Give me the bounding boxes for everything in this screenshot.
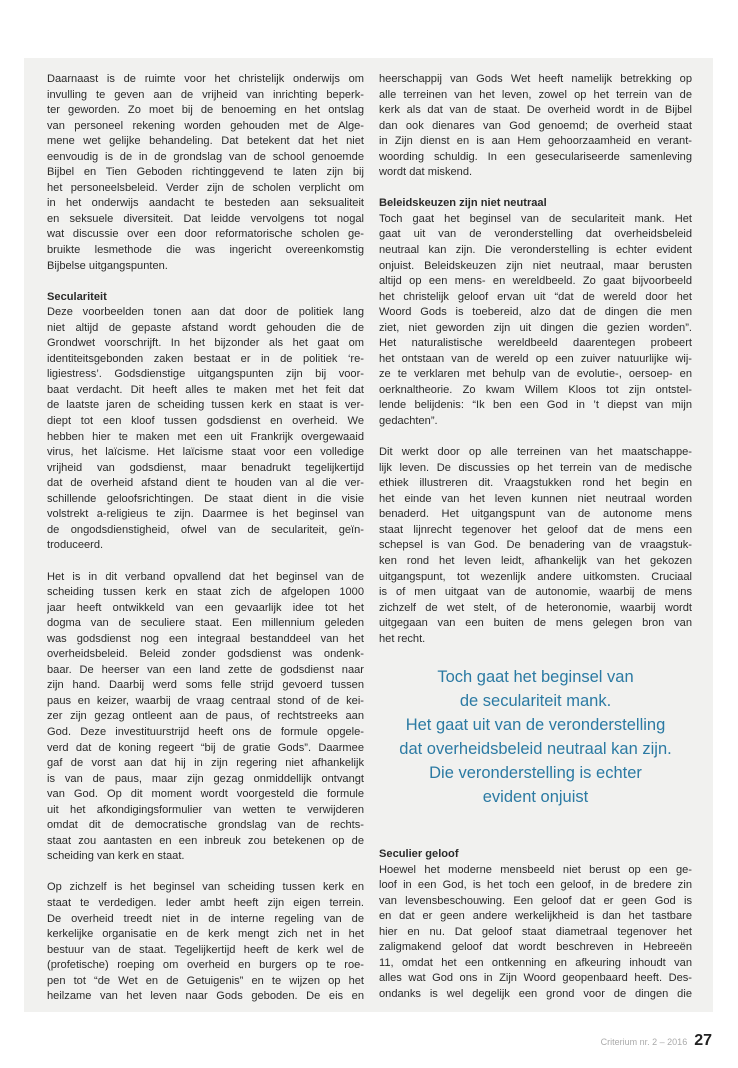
text-line: ethiek illustreren dit. Vraagstukken rond het begin en [379,477,692,490]
text-line: hebben hier te maken met een uit Frankrijk overgewaaid [47,430,364,443]
text-line: scheiding van kerk en staat. [47,850,185,863]
text-line: Grondwet voorschrijft. In het bijzonder als het gaat om [47,337,364,350]
text-line: zichzelf de wet stelt, of de heteronomie, waarbij wordt [379,601,692,614]
pull-quote-line: Die veronderstelling is echter [429,764,642,782]
text-line: kerkelijke organisatie en de kerk mengt zich net in het [47,928,364,941]
text-line: van levensbeschouwing. Een geloof dat er geen God is [379,894,692,907]
text-line: wat discussie over een door reformatorische scholen ge- [47,228,364,241]
paragraph-spacer [379,181,692,197]
page-number: 27 [694,1032,712,1049]
text-line: bestuur van de staat. Tegelijkertijd heeft de kerk wel de [47,943,364,956]
text-line: zijn hand. Daarbij werd soms felle strijd gevoerd tussen [47,679,364,692]
text-line: het recht. [379,632,426,645]
right-column [379,72,692,647]
paragraph-spacer [379,430,692,446]
text-line: kerk als dat van de staat. De overheid wordt in de Bijbel [379,104,692,117]
text-line: omdat dit de democratische grondslag van de rechts- [47,819,364,832]
text-line: volstrekt a-religieus te zijn. Daarmee is het beginsel van [47,508,364,521]
page-footer [601,1032,712,1050]
paragraph [47,880,364,1004]
text-line: Bijbel en Tien Geboden richtinggevend te laten zijn bij [47,166,364,179]
text-line: (profetische) roeping om overheid en burgers op te roe- [47,959,364,972]
text-line: troduceerd. [47,539,104,552]
text-line: Dit werkt door op alle terreinen van het maatschappe- [379,446,692,459]
paragraph [379,72,692,181]
paragraph [47,570,364,865]
paragraph [47,305,364,554]
text-line: diept tot een kloof tussen godsdienst en overheid. We [47,415,364,428]
text-line: in het onderwijs aandacht te besteden aan seksualiteit [47,197,364,210]
text-line: virus, het laïcisme. Het laïcisme staat voor een volledige [47,446,364,459]
text-line: alles wat God ons in Zijn Woord geopenbaard heeft. Des- [379,972,692,985]
text-line: baat verdacht. Dit heeft alles te maken met het feit dat [47,383,364,396]
section-heading: Seculier geloof [379,848,459,860]
text-line: onjuist. Beleidskeuzen zijn niet neutraal, maar berusten [379,259,692,272]
text-line: de laatste jaren de scheiding tussen kerk en staat is ver- [47,399,364,412]
text-line: het personeelsbeleid. Verder zijn de scholen verplicht om [47,181,364,194]
text-line: Daarnaast is de ruimte voor het christelijk onderwijs om [47,73,364,85]
text-line: uit het afkondigingsformulier van wetten te verwijderen [47,803,364,816]
text-line: de ongodsdienstigheid, ofwel van de seculariteit, geïn- [47,523,364,536]
text-line: Deze voorbeelden tonen aan dat door de politiek lang [47,306,364,319]
text-line: ken rond het leven leidt, afhankelijk van het gekozen [379,554,692,567]
text-line: loof in een God, is het toch een geloof, in de bredere zin [379,879,692,892]
text-line: oerknaltheorie. Zo kwam Willem Kloos tot zijn ontstel- [379,383,692,396]
pull-quote [379,665,692,809]
text-line: ondanks is wel degelijk een grond voor de dingen die [379,987,692,1000]
pull-quote-line: dat overheidsbeleid neutraal kan zijn. [399,740,672,758]
text-line: van personeel rekening worden gehouden met de Alge- [47,119,364,132]
paragraph-spacer [47,274,364,290]
text-line: staat zou aantasten en een inbreuk zou betekenen op de [47,834,364,847]
text-line: en dat er geen andere werkelijkheid is dan het tastbare [379,910,692,923]
text-line: jaar heeft ontwikkeld van een gevaarlijk idee tot het [47,601,364,614]
paragraph [379,863,692,1003]
paragraph-spacer [47,865,364,881]
text-line: alle terreinen van het leven, zowel op het terrein van de [379,88,692,101]
pull-quote-line: Het gaat uit van de veronderstelling [405,716,666,734]
text-line: Bijbelse uitgangspunten. [47,259,168,272]
text-line: mene wet gelijke behandeling. Dat betekent dat het niet [47,135,364,148]
text-line: staat te verdedigen. Ieder ambt heeft zijn eigen terrein. [47,896,364,909]
text-line: is van de paus, maar zijn gezag onmiddellijk ontvangt [47,772,364,785]
text-line: woording schuldig. In een geseculariseerde samenleving [379,150,692,163]
text-line: gaf de vorst aan dat hij in zijn regering niet afhankelijk [47,757,364,770]
text-line: lende belijdenis: “Ik ben een God in ’t diepst van mijn [379,399,692,412]
text-line: paus en keizer, waarbij de vraag centraal stond of de kei- [47,694,364,707]
text-line: verd dat de koning regeert “bij de gratie Gods”. Daarmee [47,741,364,754]
text-line: dogma van de seculiere staat. Een millennium geleden [47,617,364,630]
text-line: dan ook dienares van God genoemd; de overheid staat [379,119,692,132]
pull-quote-line: evident onjuist [482,788,589,806]
text-line: altijd op een mens- en wereldbeeld. Zo gaat bijvoorbeeld [379,275,692,288]
paragraph [379,445,692,647]
text-line: pen tot “de Wet en de Getuigenis” en te wijzen op het [47,974,364,987]
text-line: gaat uit van de veronderstelling dat overheidsbeleid [379,228,692,241]
text-line: vrijheid van godsdienst, maar benadrukt tegelijkertijd [47,461,364,474]
text-line: ter geworden. Zo moet bij de benoeming en het ontslag [47,104,364,117]
text-line: Toch gaat het beginsel van de seculariteit mank. Het [379,212,692,225]
issue-label: Criterium nr. 2 – 2016 [600,1037,688,1047]
text-line: zaligmakend geloof dat wordt beschreven in Hebreeën [379,941,692,954]
section-heading: Beleidskeuzen zijn niet neutraal [379,197,547,210]
text-line: eenvoudig is de in de grondslag van de school genoemde [47,150,364,163]
section-heading: Seculariteit [47,290,107,303]
right-column-bottom [379,847,692,1002]
text-line: ligiestress’. Godsdienstige uitgangspunten zijn bij voor- [47,368,364,381]
text-line: niet altijd de gepaste afstand wordt gehouden die de [47,321,364,334]
text-line: scheiding tussen kerk en staat zich de afgelopen 1000 [47,586,364,599]
text-line: Op zichzelf is het beginsel van scheiding tussen kerk en [47,881,364,894]
text-line: Woord Gods is toebereid, alzo dat de dingen die men [379,306,692,319]
text-line: ze te verklaren met behulp van de evolutie-, oersoep- en [379,368,692,381]
text-line: gedachten”. [379,415,438,428]
left-column [47,72,364,1005]
text-line: en seksuele diversiteit. Dat leidde vervolgens tot nogal [47,212,364,225]
text-line: van God. Op dit moment wordt voorgesteld die formule [47,788,364,801]
text-line: overheidsbeleid. Beleid zonder godsdienst was ondenk- [47,648,364,661]
text-line: neutraal kan zijn. Die veronderstelling is echter evident [379,244,692,257]
text-line: Het naturalistische wereldbeeld daarentegen probeert [379,337,692,350]
pull-quote-line: Toch gaat het beginsel van [437,668,634,686]
paragraph [47,72,364,274]
text-line: staat lijnrecht tegenover het geloof dat de mens een [379,523,692,536]
text-line: uitgegaan van een buiten de mens gelegen bron van [379,617,692,630]
text-line: was godsdienst nog een integraal bestanddeel van het [47,632,364,645]
text-line: 11, omdat het een ontkenning en afkeuring inhoudt van [379,956,692,969]
pull-quote-line: de seculariteit mank. [459,692,612,710]
text-line: benaderd. Het uitgangspunt van de autonome mens [379,508,692,521]
text-line: schillende geloofsrichtingen. De staat dient in die visie [47,492,364,505]
text-line: baar. De heerser van een land zette de godsdienst naar [47,663,364,676]
text-line: Het is in dit verband opvallend dat het beginsel van de [47,570,364,583]
text-line: Hoewel het moderne mensbeeld niet berust op een ge- [379,863,692,876]
text-line: het christelijk geloof ervan uit “dat de wereld door het [379,290,692,303]
text-line: in Zijn dienst en is aan Hem gehoorzaamheid en verant- [379,135,692,148]
text-line: ziet, niet geworden zijn uit dingen die gezien worden”. [379,321,692,334]
text-line: identiteitsgebonden zaken bestaat er in de politiek ‘re- [47,352,364,365]
text-line: invulling te geven aan de vrijheid van inrichting beperk- [47,88,364,101]
text-line: God. Deze investituurstrijd heeft ons de formule opgele- [47,725,364,738]
text-line: hier en nu. Dat geloof staat diametraal tegenover het [379,925,692,938]
text-line: het ontstaan van de wereld op een zuiver natuurlijke wij- [379,352,692,365]
paragraph-spacer [47,554,364,570]
text-line: schepsel is van God. De benadering van de vraagstuk- [379,539,692,552]
text-line: het einde van het leven kunnen niet neutraal worden [379,492,692,505]
text-line: wordt dat miskend. [379,166,473,179]
text-line: heilzame van het leven naar Gods geboden. De eis en [47,990,364,1003]
text-line: dat de overheid afstand dient te houden van al die ver- [47,477,364,490]
text-line: is of men uitgaat van de autonomie, waarbij de mens [379,586,692,599]
paragraph [379,212,692,430]
text-line: lijk leven. De discussies op het terrein van de medische [379,461,692,474]
text-line: zer zijn gezag ontleent aan de paus, of rechtstreeks aan [47,710,364,723]
text-line: De overheid treedt niet in de interne regeling van de [47,912,364,925]
text-line: heerschappij van Gods Wet heeft namelijk betrekking op [379,73,692,85]
text-line: bruikte lesmethode die was ingericht overeenkomstig [47,244,364,257]
text-line: uitgangspunt, tot wezenlijk andere uitkomsten. Cruciaal [379,570,692,583]
